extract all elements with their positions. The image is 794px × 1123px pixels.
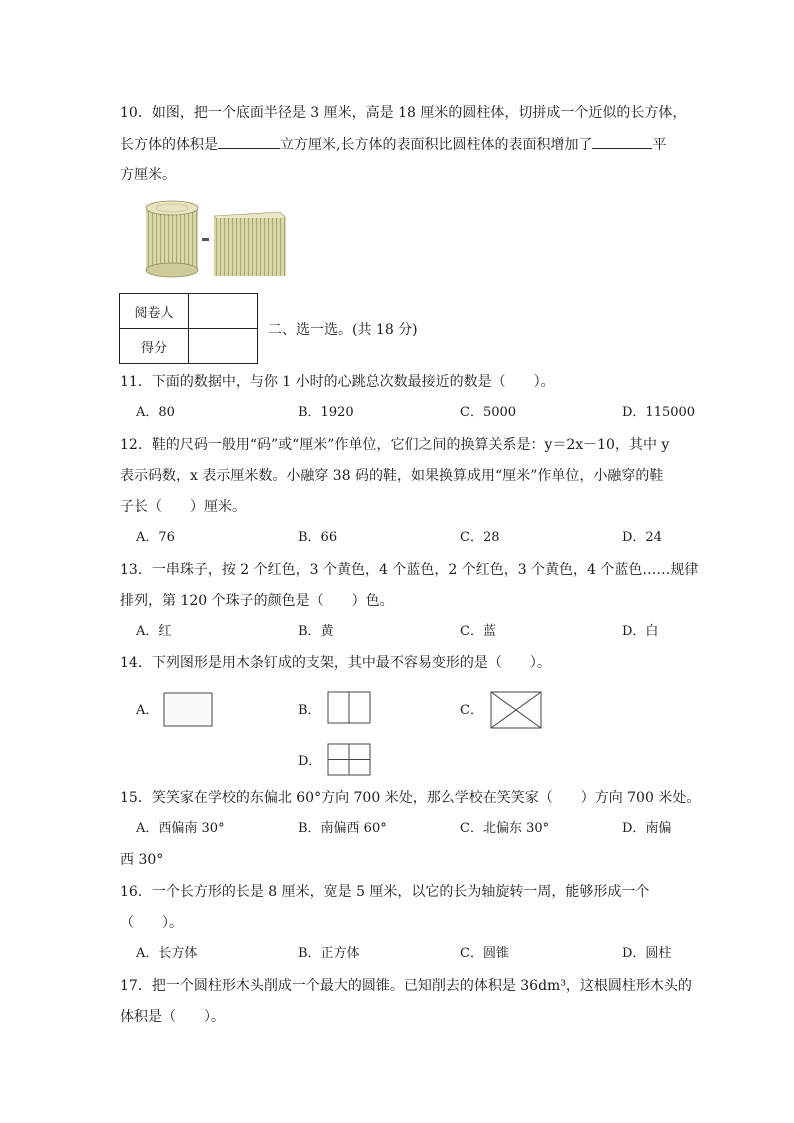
- q12-line1: 12．鞋的尺码一般用“码”或“厘米”作单位，它们之间的换算关系是：y＝2x－10，其中 y: [120, 437, 670, 453]
- q14-option-d[interactable]: D．: [298, 754, 322, 769]
- q16-option-b[interactable]: B．正方体: [298, 946, 360, 961]
- q14-stem: 14．下列图形是用木条钉成的支架，其中最不容易变形的是（ ）。: [120, 655, 551, 671]
- q10-text-b: 立方厘米,长方体的表面积比圆柱体的表面积增加了: [280, 137, 593, 153]
- q10-blank-volume[interactable]: [218, 134, 280, 149]
- q16-option-c[interactable]: C．圆锥: [460, 946, 509, 961]
- q10-line1: 10．如图，把一个底面半径是 3 厘米，高是 18 厘米的圆柱体，切拼成一个近似的长方体，: [120, 105, 687, 121]
- q14-option-a[interactable]: A．: [136, 703, 159, 718]
- q12-option-a[interactable]: A．76: [136, 530, 175, 545]
- grader-table: [119, 293, 258, 364]
- q15-option-d[interactable]: D．南偏: [622, 821, 672, 836]
- q11-option-b[interactable]: B．1920: [298, 405, 354, 420]
- q13-line1: 13．一串珠子，按 2 个红色，3 个黄色，4 个蓝色，2 个红色，3 个黄色，4 个蓝色……规律: [120, 562, 699, 578]
- q11-stem: 11．下面的数据中，与你 1 小时的心跳总次数最接近的数是（ ）。: [120, 374, 555, 390]
- cylinder-shape: [146, 201, 198, 277]
- grader-sign-cell[interactable]: [189, 294, 258, 329]
- q12-option-c[interactable]: C．28: [460, 530, 500, 545]
- q17-line2: 体积是（ ）。: [120, 1009, 225, 1025]
- arrow-mark: [202, 238, 209, 241]
- q15-option-a[interactable]: A．西偏南 30°: [136, 821, 225, 836]
- q14-option-b[interactable]: B．: [298, 703, 321, 718]
- q13-option-a[interactable]: A．红: [136, 624, 172, 639]
- q12-line2: 表示码数，x 表示厘米数。小融穿 38 码的鞋，如果换算成用“厘米”作单位，小融穿的鞋: [120, 468, 664, 484]
- q12-option-b[interactable]: B．66: [298, 530, 338, 545]
- q13-option-d[interactable]: D．白: [622, 624, 659, 639]
- q10-text-c: 平: [652, 137, 667, 153]
- frame-cross-braced: [489, 689, 543, 731]
- q15-stem: 15．笑笑家在学校的东偏北 60°方向 700 米处，那么学校在笑笑家（ ）方向 700 米处。: [120, 790, 701, 806]
- cylinder-cuboid-figure: [140, 198, 290, 280]
- q11-option-c[interactable]: C．5000: [460, 405, 517, 420]
- q16-line1: 16．一个长方形的长是 8 厘米，宽是 5 厘米，以它的长为轴旋转一周，能够形成一个: [120, 884, 650, 900]
- q15-option-b[interactable]: B．南偏西 60°: [298, 821, 387, 836]
- q14-option-c[interactable]: C．: [460, 703, 483, 718]
- q12-option-d[interactable]: D．24: [622, 530, 662, 545]
- cuboid-shape: [214, 212, 286, 276]
- score-label: 得分: [120, 329, 189, 364]
- q15-option-d-wrap: 西 30°: [120, 852, 164, 868]
- q16-option-d[interactable]: D．圆柱: [622, 946, 672, 961]
- q12-line3: 子长（ ）厘米。: [120, 499, 246, 515]
- q13-option-c[interactable]: C．蓝: [460, 624, 496, 639]
- q15-option-c[interactable]: C．北偏东 30°: [460, 821, 550, 836]
- section-title: 二、选一选。(共 18 分): [268, 322, 418, 338]
- q10-line2: [120, 134, 666, 155]
- grader-label: 阅卷人: [120, 294, 189, 329]
- q16-line2: （ ）。: [120, 915, 183, 931]
- frame-grid-four: [326, 742, 372, 778]
- score-cell[interactable]: [189, 329, 258, 364]
- q17-line1: 17．把一个圆柱形木头削成一个最大的圆锥。已知削去的体积是 36dm³，这根圆柱形木头的: [120, 978, 692, 994]
- q10-blank-area[interactable]: [592, 134, 652, 149]
- frame-vertical-divided: [326, 690, 372, 726]
- frame-single-rectangle: [162, 690, 214, 730]
- q10-text-a: 长方体的体积是: [120, 137, 218, 153]
- q13-option-b[interactable]: B．黄: [298, 624, 334, 639]
- q13-line2: 排列，第 120 个珠子的颜色是（ ）色。: [120, 593, 394, 609]
- q16-option-a[interactable]: A．长方体: [136, 946, 198, 961]
- q11-option-a[interactable]: A．80: [136, 405, 175, 420]
- q11-option-d[interactable]: D．115000: [622, 405, 696, 420]
- q10-line3: 方厘米。: [120, 167, 176, 183]
